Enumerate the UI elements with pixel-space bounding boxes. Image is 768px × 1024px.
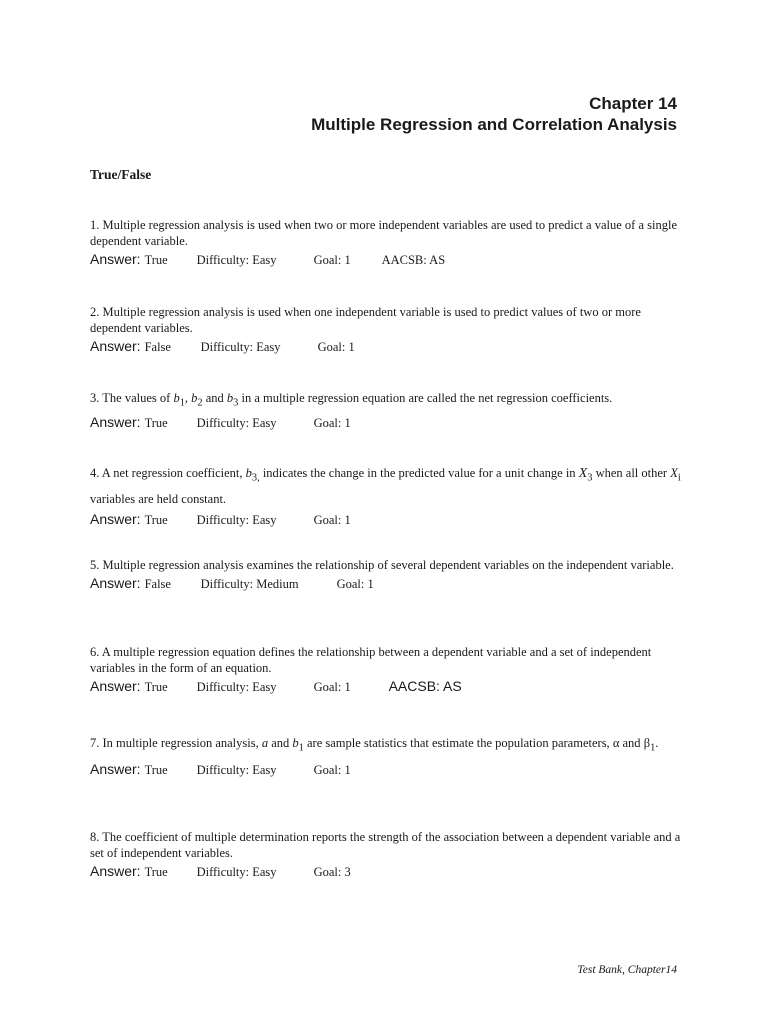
goal: Goal: 1 bbox=[336, 577, 374, 591]
chapter-title: Multiple Regression and Correlation Analysis bbox=[311, 115, 677, 134]
question-3 bbox=[90, 390, 730, 431]
goal: Goal: 3 bbox=[313, 865, 351, 879]
answer-value: False bbox=[144, 340, 171, 354]
answer-value: False bbox=[144, 577, 171, 591]
chapter-number: Chapter 14 bbox=[589, 94, 677, 113]
goal: Goal: 1 bbox=[313, 415, 351, 430]
goal: Goal: 1 bbox=[313, 512, 351, 527]
question-2 bbox=[90, 304, 690, 355]
section-title: True/False bbox=[90, 167, 152, 182]
answer-line bbox=[90, 761, 690, 778]
difficulty: Difficulty: Medium bbox=[200, 577, 299, 591]
answer-value: True bbox=[144, 680, 168, 694]
difficulty: Difficulty: Easy bbox=[196, 415, 277, 430]
answer-label: Answer: bbox=[90, 510, 141, 527]
answer-line bbox=[90, 338, 690, 355]
question-text: 1. Multiple regression analysis is used when two or more independent variables are used to predict a value of a single dependent variable. bbox=[90, 218, 677, 248]
question-text: 5. Multiple regression analysis examines the relationship of several dependent variables on the independent variable. bbox=[90, 558, 674, 572]
aacsb: AACSB: AS bbox=[388, 678, 462, 694]
difficulty: Difficulty: Easy bbox=[196, 865, 277, 879]
answer-label: Answer: bbox=[90, 251, 141, 267]
question-7 bbox=[90, 733, 690, 778]
goal: Goal: 1 bbox=[313, 762, 351, 777]
answer-line bbox=[90, 251, 690, 268]
question-text: 4. A net regression coefficient, $b_{3,}$ indicates the change in the predicted value for a unit change in $X_3$ when all other $X_i$ variables are held constant. bbox=[90, 466, 681, 506]
answer-value: True bbox=[144, 415, 168, 430]
question-8 bbox=[90, 829, 690, 880]
question-4 bbox=[90, 463, 690, 528]
question-5 bbox=[90, 557, 690, 592]
answer-line bbox=[90, 678, 690, 695]
answer-line bbox=[90, 414, 730, 431]
difficulty: Difficulty: Easy bbox=[196, 762, 277, 777]
answer-line bbox=[90, 575, 690, 592]
answer-label: Answer: bbox=[90, 863, 141, 879]
question-6 bbox=[90, 644, 690, 695]
difficulty: Difficulty: Easy bbox=[200, 340, 281, 354]
difficulty: Difficulty: Easy bbox=[196, 680, 277, 694]
goal: Goal: 1 bbox=[313, 253, 351, 267]
difficulty: Difficulty: Easy bbox=[196, 512, 277, 527]
question-text: 8. The coefficient of multiple determination reports the strength of the association between a dependent variable and a set of independent variables. bbox=[90, 830, 681, 860]
answer-label: Answer: bbox=[90, 338, 141, 354]
answer-value: True bbox=[144, 512, 168, 527]
goal: Goal: 1 bbox=[317, 340, 355, 354]
answer-value: True bbox=[144, 762, 168, 777]
answer-value: True bbox=[144, 865, 168, 879]
answer-line bbox=[90, 511, 690, 528]
answer-label: Answer: bbox=[90, 678, 141, 694]
question-text: 3. The values of $b_1$, $b_2$ and $b_3$ in a multiple regression equation are called the net regression coefficients. bbox=[90, 391, 613, 409]
chapter-heading bbox=[311, 93, 677, 135]
answer-label: Answer: bbox=[90, 575, 141, 591]
answer-label: Answer: bbox=[90, 413, 141, 430]
answer-value: True bbox=[144, 253, 168, 267]
aacsb: AACSB: AS bbox=[381, 253, 446, 267]
question-text: 7. In multiple regression analysis, a and $b_1$ are sample statistics that estimate the population parameters, α and $\beta_1$. bbox=[90, 736, 659, 754]
question-text: 6. A multiple regression equation defines the relationship between a dependent variable and a set of independent variables in the form of an equation. bbox=[90, 645, 652, 675]
page-footer: Test Bank, Chapter14 bbox=[577, 964, 677, 976]
question-text: 2. Multiple regression analysis is used when one independent variable is used to predict values of two or more dependent variables. bbox=[90, 305, 641, 335]
question-1 bbox=[90, 217, 690, 268]
answer-line bbox=[90, 863, 690, 880]
goal: Goal: 1 bbox=[313, 680, 351, 694]
answer-label: Answer: bbox=[90, 760, 141, 777]
difficulty: Difficulty: Easy bbox=[196, 253, 277, 267]
